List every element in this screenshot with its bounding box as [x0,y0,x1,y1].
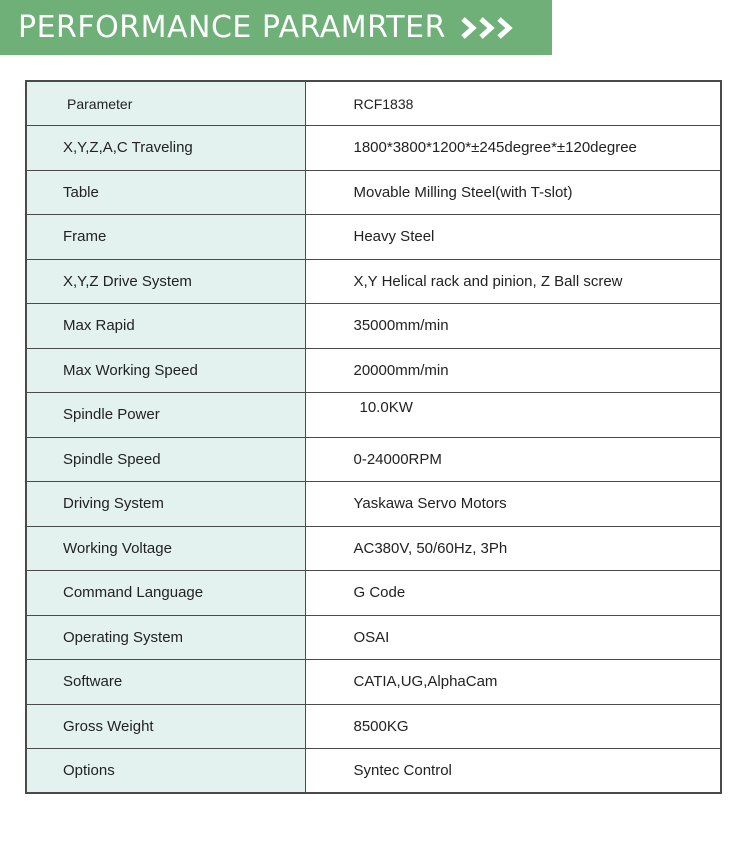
table-row [26,393,721,438]
row-value: CATIA,UG,AlphaCam [305,660,721,705]
row-label: Operating System [26,615,305,660]
spec-table [25,80,722,794]
table-row [26,170,721,215]
row-label: Software [26,660,305,705]
table-row [26,660,721,705]
row-label: Gross Weight [26,704,305,749]
table-row [26,304,721,349]
row-label: Max Rapid [26,304,305,349]
table-row [26,526,721,571]
row-value: 8500KG [305,704,721,749]
table-row [26,215,721,260]
row-label: Max Working Speed [26,348,305,393]
row-label: X,Y,Z Drive System [26,259,305,304]
table-row [26,259,721,304]
row-label: Options [26,749,305,794]
row-value: 1800*3800*1200*±245degree*±120degree [305,126,721,171]
table-row [26,615,721,660]
table-row [26,749,721,794]
row-value: 35000mm/min [305,304,721,349]
table-row [26,348,721,393]
row-value: Yaskawa Servo Motors [305,482,721,527]
row-label: Frame [26,215,305,260]
table-row [26,571,721,616]
table-row [26,437,721,482]
row-label: Driving System [26,482,305,527]
row-label: Working Voltage [26,526,305,571]
table-row [26,482,721,527]
table-row [26,704,721,749]
row-value: 0-24000RPM [305,437,721,482]
row-value: X,Y Helical rack and pinion, Z Ball screw [305,259,721,304]
row-value: 20000mm/min [305,348,721,393]
table-header-row [26,81,721,126]
row-value: Movable Milling Steel(with T-slot) [305,170,721,215]
row-value: AC380V, 50/60Hz, 3Ph [305,526,721,571]
row-label: Spindle Speed [26,437,305,482]
triple-chevron-right-icon [460,15,518,41]
header-value-cell: RCF1838 [305,81,721,126]
spec-table-body [26,81,721,793]
row-label: Spindle Power [26,393,305,438]
table-row [26,126,721,171]
row-value: 10.0KW [305,393,721,438]
row-value: G Code [305,571,721,616]
section-banner [0,0,552,55]
row-value: OSAI [305,615,721,660]
row-value: Syntec Control [305,749,721,794]
row-label: X,Y,Z,A,C Traveling [26,126,305,171]
row-label: Table [26,170,305,215]
row-label: Command Language [26,571,305,616]
header-label-cell: Parameter [26,81,305,126]
row-value: Heavy Steel [305,215,721,260]
section-title: PERFORMANCE PARAMRTER [18,10,446,45]
